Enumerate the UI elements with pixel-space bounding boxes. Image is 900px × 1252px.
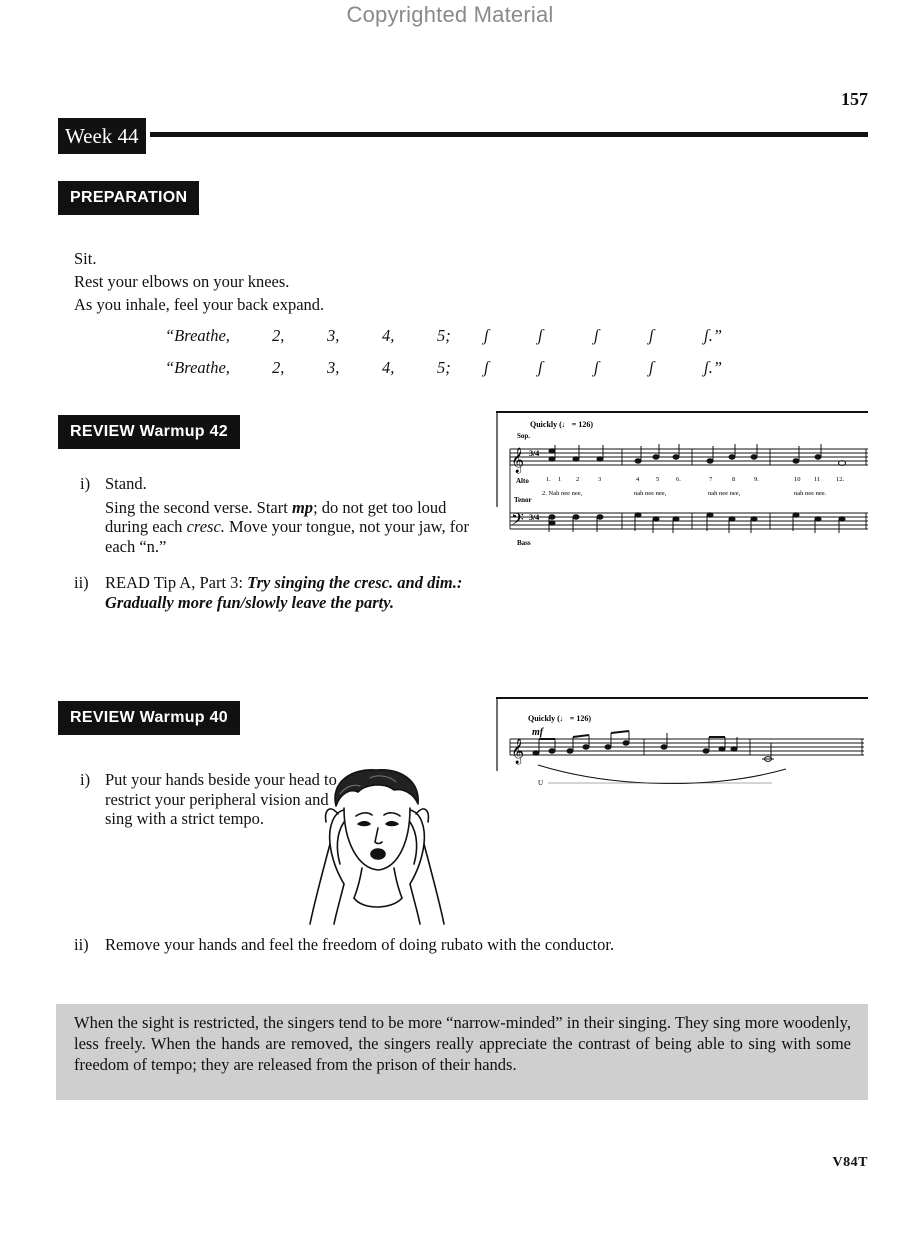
text-run: Sing the second verse. Start bbox=[105, 497, 292, 517]
hands-beside-head-illustration bbox=[300, 764, 452, 926]
week-title: Week 44 bbox=[58, 118, 146, 154]
text-run: READ Tip A, Part 3: bbox=[105, 573, 248, 592]
bass-noteheads bbox=[549, 513, 845, 533]
svg-text:2: 2 bbox=[576, 476, 580, 483]
svg-text:4: 4 bbox=[636, 476, 640, 483]
week-title-rule bbox=[150, 132, 868, 137]
svg-text:11: 11 bbox=[814, 476, 821, 483]
text-run: Move your tongue, not your jaw, for each “n.” bbox=[105, 517, 469, 556]
svg-text:5: 5 bbox=[656, 476, 660, 483]
dynamic-mp: mp bbox=[291, 497, 314, 517]
warmup-42-heading: REVIEW Warmup 42 bbox=[58, 415, 240, 449]
preparation-line-2: Rest your elbows on your knees. bbox=[74, 272, 290, 291]
tip-emphasis: Try singing the cresc. and dim.: Gradually more fun/slowly leave the party. bbox=[105, 573, 463, 612]
breathe-count-row-1 bbox=[0, 326, 900, 348]
hiss-symbol: ʃ bbox=[649, 326, 654, 345]
warmup-40-heading: REVIEW Warmup 40 bbox=[58, 701, 240, 735]
warmup-42-item-1-title: Stand. bbox=[105, 474, 147, 493]
hiss-symbol: ʃ bbox=[484, 326, 489, 345]
count-5: 5; bbox=[437, 326, 451, 345]
verse-2-lyrics bbox=[542, 490, 827, 497]
preparation-line-1: Sit. bbox=[74, 249, 97, 268]
hiss-symbol: ʃ bbox=[594, 358, 599, 377]
list-marker: i) bbox=[80, 770, 91, 789]
copyright-watermark: Copyrighted Material bbox=[346, 2, 554, 27]
melody-notes bbox=[533, 731, 774, 761]
svg-text:6.: 6. bbox=[676, 476, 681, 483]
treble-clef-icon: 𝄞 bbox=[511, 738, 525, 763]
hiss-symbol: ʃ bbox=[594, 326, 599, 345]
page-number: 157 bbox=[841, 89, 868, 109]
count-3: 3, bbox=[327, 326, 340, 345]
phrase-slur bbox=[538, 765, 786, 784]
svg-text:2. Nah nee nee,: 2. Nah nee nee, bbox=[542, 490, 583, 497]
footer-code: V84T bbox=[832, 1155, 868, 1170]
svg-text:12.: 12. bbox=[836, 476, 845, 483]
voice-label-sop: Sop. bbox=[517, 432, 531, 440]
hiss-symbol: ʃ bbox=[538, 326, 543, 345]
svg-text:7: 7 bbox=[709, 476, 713, 483]
count-4: 4, bbox=[382, 326, 395, 345]
warmup-42-score bbox=[496, 411, 868, 549]
svg-text:nah nee nee.: nah nee nee. bbox=[794, 490, 827, 497]
voice-label-bass: Bass bbox=[517, 539, 531, 547]
text-run: ; do not get too loud during each bbox=[105, 497, 447, 536]
warmup-42-item-2 bbox=[105, 573, 490, 612]
hiss-symbol: ʃ bbox=[649, 358, 654, 377]
verse-1-numbers bbox=[546, 476, 845, 483]
treble-staff bbox=[510, 739, 864, 755]
warmup-42-item-1-body bbox=[105, 498, 490, 557]
warmup-42-item-1 bbox=[105, 474, 490, 556]
hiss-symbol: ʃ bbox=[538, 358, 543, 377]
score-tempo: Quickly (♩ = 126) bbox=[530, 420, 594, 429]
svg-text:3: 3 bbox=[598, 476, 602, 483]
svg-text:1.: 1. bbox=[546, 476, 551, 483]
count-3: 3, bbox=[327, 358, 340, 377]
term-cresc: cresc. bbox=[186, 517, 225, 536]
time-signature-bass: 3/4 bbox=[529, 513, 540, 522]
list-marker: ii) bbox=[74, 573, 89, 592]
vowel-syllable: U bbox=[538, 779, 544, 787]
preparation-heading: PREPARATION bbox=[58, 181, 199, 215]
list-marker: ii) bbox=[74, 935, 89, 954]
preparation-line-3: As you inhale, feel your back expand. bbox=[74, 295, 325, 314]
list-marker: i) bbox=[80, 474, 91, 493]
treble-staff bbox=[510, 449, 868, 465]
treble-noteheads bbox=[549, 444, 846, 465]
dynamic-mf: mf bbox=[532, 727, 544, 738]
svg-text:nah nee nee,: nah nee nee, bbox=[708, 490, 741, 497]
count-4: 4, bbox=[382, 358, 395, 377]
svg-text:1: 1 bbox=[558, 476, 562, 483]
svg-text:nah nee nee,: nah nee nee, bbox=[634, 490, 667, 497]
voice-label-tenor: Tenor bbox=[514, 496, 532, 504]
count-2: 2, bbox=[272, 326, 285, 345]
warmup-40-item-1: Put your hands beside your head to restrict your peripheral vision and sing with a strict tempo. bbox=[105, 770, 337, 828]
count-2: 2, bbox=[272, 358, 285, 377]
time-signature: 3/4 bbox=[529, 449, 540, 458]
hiss-symbol-final: ʃ.” bbox=[704, 358, 723, 377]
bass-clef-icon: 𝄢 bbox=[511, 511, 524, 533]
teacher-note: When the sight is restricted, the singers tend to be more “narrow-minded” in their singing. They sing more woodenly, less freely. When the hands are removed, the singers really appreciate the contrast of being able to sing with some freedom of tempo; they are released from the prison of their hands. bbox=[56, 1004, 868, 1100]
count-5: 5; bbox=[437, 358, 451, 377]
svg-text:10: 10 bbox=[794, 476, 801, 483]
breathe-word: “Breathe, bbox=[165, 358, 230, 377]
breathe-word: “Breathe, bbox=[165, 326, 230, 345]
svg-text:8: 8 bbox=[732, 476, 736, 483]
score-tempo: Quickly (♩ = 126) bbox=[528, 714, 592, 723]
hiss-symbol-final: ʃ.” bbox=[704, 326, 723, 345]
warmup-40-item-2: Remove your hands and feel the freedom of doing rubato with the conductor. bbox=[105, 935, 615, 954]
breathe-count-row-2 bbox=[0, 358, 900, 380]
voice-label-alto: Alto bbox=[516, 477, 529, 485]
svg-text:9.: 9. bbox=[754, 476, 759, 483]
hiss-symbol: ʃ bbox=[484, 358, 489, 377]
treble-clef-icon: 𝄞 bbox=[511, 447, 525, 472]
warmup-40-score bbox=[496, 697, 868, 793]
